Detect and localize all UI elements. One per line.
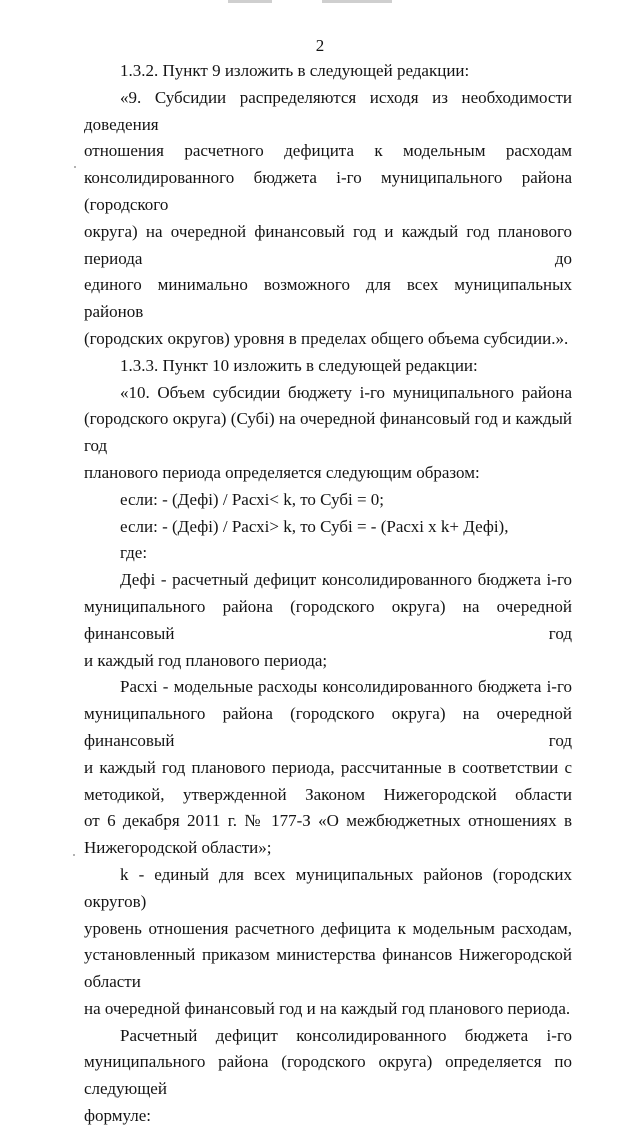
text-line: муниципального района (городского округа) определяется по следующей [84, 1052, 572, 1099]
scan-artifact [228, 0, 272, 3]
text-line: Расхі - модельные расходы консолидированного бюджета і-го [120, 677, 572, 697]
scan-artifact [322, 0, 392, 3]
text-line: 1.3.2. Пункт 9 изложить в следующей редакции: [120, 61, 470, 80]
document-body [84, 58, 572, 1130]
text-line: формуле: [84, 1106, 152, 1126]
text-line: Нижегородской области»; [84, 838, 272, 858]
scan-speck [74, 166, 76, 168]
scan-speck [73, 854, 75, 856]
text-line: округа) на очередной финансовый год и каждый год планового периода до [84, 221, 572, 268]
text-line: от 6 декабря 2011 г. № 177-З «О межбюджетных отношениях в [84, 811, 572, 831]
text-line: Дефі - расчетный дефицит консолидированного бюджета і-го [120, 570, 572, 590]
text-line: отношения расчетного дефицита к модельным расходам [84, 141, 572, 161]
text-line: планового периода определяется следующим образом: [84, 462, 480, 482]
page-number: 2 [315, 36, 325, 55]
text-line: если: - (Дефі) / Расхі> k, то Субі = - (Расхі х k+ Дефі), [120, 516, 509, 536]
text-line: муниципального района (городского округа) на очередной финансовый год [84, 704, 572, 750]
text-line: уровень отношения расчетного дефицита к модельным расходам, [84, 918, 572, 938]
text-line: установленный приказом министерства финансов Нижегородской области [84, 945, 572, 992]
text-line: и каждый год планового периода, рассчитанные в соответствии с [84, 757, 572, 777]
text-line: на очередной финансовый год и на каждый год планового периода. [84, 998, 571, 1018]
text-line: (городского округа) (Субі) на очередной финансовый год и каждый год [84, 409, 572, 456]
text-line: «9. Субсидии распределяются исходя из необходимости доведения [84, 87, 572, 134]
text-line: где: [120, 543, 148, 563]
text-line: «10. Объем субсидии бюджету і-го муниципального района [120, 382, 572, 402]
text-line: k - единый для всех муниципальных районов (городских округов) [84, 864, 572, 911]
text-line: муниципального района (городского округа) на очередной финансовый год [84, 596, 572, 643]
text-line: 1.3.3. Пункт 10 изложить в следующей редакции: [120, 355, 478, 375]
text-line: (городских округов) уровня в пределах общего объема субсидии.». [84, 328, 569, 348]
text-line: и каждый год планового периода; [84, 650, 328, 670]
text-line: методикой, утвержденной Законом Нижегородской области [84, 784, 572, 804]
text-line: если: - (Дефі) / Расхі< k, то Субі = 0; [120, 489, 385, 509]
text-line: Расчетный дефицит консолидированного бюджета і-го [120, 1025, 572, 1045]
text-line: консолидированного бюджета і-го муниципального района (городского [84, 168, 572, 214]
text-line: единого минимально возможного для всех муниципальных районов [84, 275, 572, 322]
